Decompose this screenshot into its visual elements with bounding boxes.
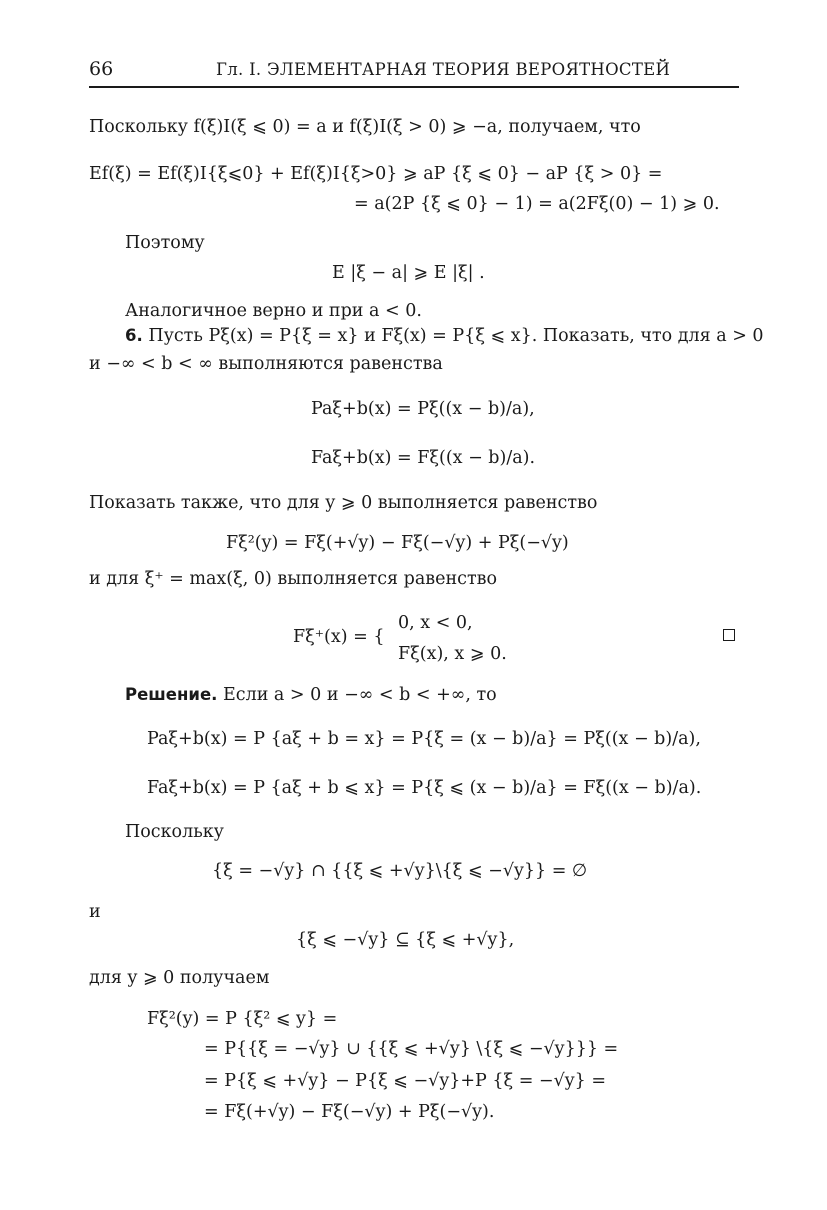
solution-heading (125, 684, 497, 706)
text-line: Поскольку f(ξ)I(ξ ⩽ 0) = a и f(ξ)I(ξ > 0) ⩾ −a, получаем, что (89, 117, 641, 137)
formula-line: = a(2P {ξ ⩽ 0} − 1) = a(2Fξ(0) − 1) ⩾ 0. (354, 194, 720, 214)
text-line: Пусть Pξ(x) = P{ξ = x} и Fξ(x) = P{ξ ⩽ x}. Показать, что для a > 0 (148, 326, 764, 346)
formula-line: Fξ²(y) = P {ξ² ⩽ y} = (147, 1009, 338, 1029)
formula-line: Ef(ξ) = Ef(ξ)I{ξ⩽0} + Ef(ξ)I{ξ>0} ⩾ aP {ξ ⩽ 0} − aP {ξ > 0} = (89, 164, 663, 184)
text-line: Аналогичное верно и при a < 0. (125, 301, 422, 321)
formula-line: {ξ ⩽ −√y} ⊆ {ξ ⩽ +√y}, (296, 930, 515, 950)
text-line: и для ξ⁺ = max(ξ, 0) выполняется равенство (89, 569, 498, 589)
solution-label: Решение. (125, 685, 218, 704)
formula-line: Faξ+b(x) = Fξ((x − b)/a). (311, 448, 536, 468)
text-line: Поэтому (125, 233, 205, 253)
problem-number: 6. (125, 326, 143, 345)
text-line: и −∞ < b < ∞ выполняются равенства (89, 354, 443, 374)
header-rule (89, 86, 739, 88)
formula-line: Faξ+b(x) = P {aξ + b ⩽ x} = P{ξ ⩽ (x − b)/a} = Fξ((x − b)/a). (147, 778, 702, 798)
text-line: Показать также, что для y ⩾ 0 выполняется равенство (89, 493, 598, 513)
formula-line: = P{ξ ⩽ +√y} − P{ξ ⩽ −√y}+P {ξ = −√y} = (204, 1071, 606, 1091)
formula-line: = P{{ξ = −√y} ∪ {{ξ ⩽ +√y} \{ξ ⩽ −√y}}} = (204, 1039, 619, 1059)
text-line: и (89, 902, 101, 922)
formula-line: Paξ+b(x) = P {aξ + b = x} = P{ξ = (x − b)/a} = Pξ((x − b)/a), (147, 729, 701, 749)
page-header (89, 58, 739, 86)
formula-line: E |ξ − a| ⩾ E |ξ| . (332, 263, 485, 283)
formula-line: Paξ+b(x) = Pξ((x − b)/a), (311, 399, 535, 419)
formula-line: {ξ = −√y} ∩ {{ξ ⩽ +√y}\{ξ ⩽ −√y}} = ∅ (212, 861, 588, 881)
formula-case: 0, x < 0, (398, 613, 473, 633)
text-line: для y ⩾ 0 получаем (89, 968, 270, 988)
text-line: Если a > 0 и −∞ < b < +∞, то (223, 685, 497, 705)
formula-line: = Fξ(+√y) − Fξ(−√y) + Pξ(−√y). (204, 1102, 495, 1122)
formula-line: Fξ⁺(x) = { (293, 627, 385, 647)
formula-case: Fξ(x), x ⩾ 0. (398, 644, 507, 664)
problem-statement (125, 325, 764, 347)
page-number: 66 (89, 58, 114, 80)
text-line: Поскольку (125, 822, 224, 842)
running-title: Гл. I. ЭЛЕМЕНТАРНАЯ ТЕОРИЯ ВЕРОЯТНОСТЕЙ (216, 60, 671, 79)
qed-square-icon (723, 629, 735, 641)
formula-line: Fξ²(y) = Fξ(+√y) − Fξ(−√y) + Pξ(−√y) (226, 533, 569, 553)
